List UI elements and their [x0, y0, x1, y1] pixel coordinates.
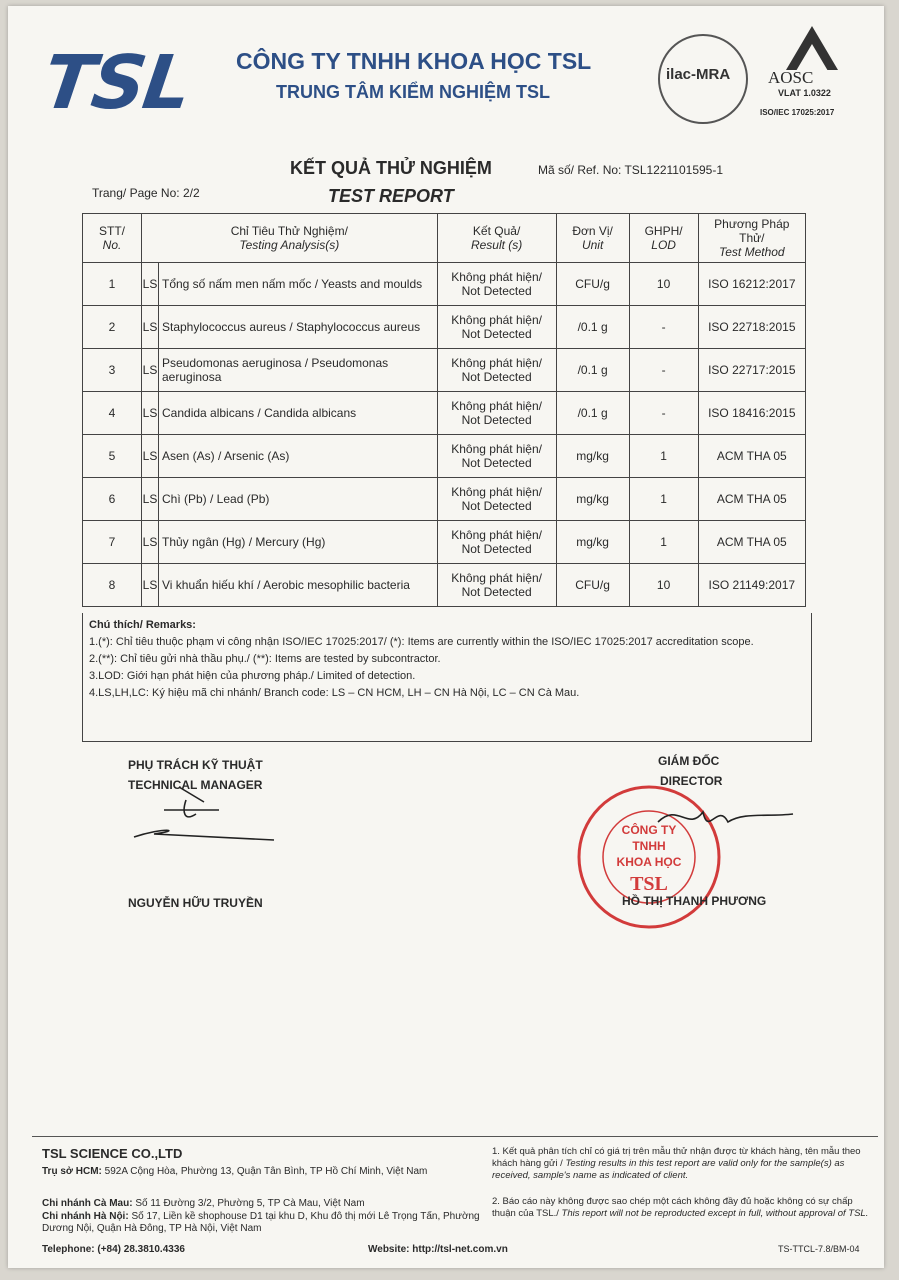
remark-2: 2.(**): Chỉ tiêu gửi nhà thầu phụ./ (**): Items are tested by subcontractor.	[89, 653, 441, 665]
footer-divider	[32, 1136, 878, 1137]
footer-website[interactable]: Website: http://tsl-net.com.vn	[368, 1244, 508, 1255]
company-name: CÔNG TY TNHH KHOA HỌC TSL	[236, 48, 592, 74]
director-title-en: DIRECTOR	[660, 774, 723, 788]
ilac-mra-text: ilac-MRA	[666, 66, 731, 83]
technical-manager-name: NGUYỄN HỮU TRUYỀN	[128, 896, 263, 910]
svg-text:KHOA HỌC: KHOA HỌC	[616, 855, 682, 869]
director-name: HỒ THỊ THANH PHƯƠNG	[622, 894, 767, 908]
table-row: 2 LS Staphylococcus aureus / Staphylococcus aureus Không phát hiện/ Not Detected /0.1 g - ISO 22718:2015	[83, 306, 806, 349]
technical-manager-signature-icon	[124, 782, 294, 852]
table-header-row	[83, 214, 806, 263]
svg-text:TNHH: TNHH	[632, 839, 666, 853]
document-sheet	[8, 6, 884, 1268]
header-method: Phương Pháp Thử/ Test Method	[698, 214, 805, 263]
iso-text: ISO/IEC 17025:2017	[760, 108, 835, 117]
table-row: 8 LS Vi khuẩn hiếu khí / Aerobic mesophilic bacteria Không phát hiện/ Not Detected CFU/g 10 ISO 21149:2017	[83, 564, 806, 607]
header-unit: Đơn Vị/ Unit	[556, 214, 629, 263]
director-signature-icon	[648, 792, 798, 842]
ref-number: Mã số/ Ref. No: TSL1221101595-1	[538, 163, 724, 177]
svg-text:TSL: TSL	[630, 873, 668, 895]
remark-4: 4.LS,LH,LC: Ký hiệu mã chi nhánh/ Branch code: LS – CN HCM, LH – CN Hà Nội, LC – CN Cà Mau.	[89, 687, 580, 699]
director-title-vi: GIÁM ĐỐC	[658, 754, 720, 768]
table-row: 5 LS Asen (As) / Arsenic (As) Không phát hiện/ Not Detected mg/kg 1 ACM THA 05	[83, 435, 806, 478]
center-name: TRUNG TÂM KIỂM NGHIỆM TSL	[276, 82, 550, 102]
technical-manager-title-en: TECHNICAL MANAGER	[128, 778, 263, 792]
footer-camau: Chi nhánh Cà Mau: Số 11 Đường 3/2, Phường 5, TP Cà Mau, Việt Nam	[42, 1198, 365, 1209]
remarks-box	[82, 613, 812, 742]
vlat-text: VLAT 1.0322	[778, 88, 831, 98]
header-analysis: Chỉ Tiêu Thử Nghiệm/ Testing Analysis(s)	[142, 214, 438, 263]
technical-manager-title-vi: PHỤ TRÁCH KỸ THUẬT	[128, 758, 263, 772]
remarks-title: Chú thích/ Remarks:	[89, 619, 196, 631]
header-result: Kết Quả/ Result (s)	[437, 214, 556, 263]
table-row: 4 LS Candida albicans / Candida albicans Không phát hiện/ Not Detected /0.1 g - ISO 18416:2015	[83, 392, 806, 435]
footer-company: TSL SCIENCE CO.,LTD	[42, 1146, 183, 1161]
report-title-vi: KẾT QUẢ THỬ NGHIỆM	[290, 158, 492, 178]
report-title-en: TEST REPORT	[328, 186, 454, 206]
table-row: 3 LS Pseudomonas aeruginosa / Pseudomonas aeruginosa Không phát hiện/ Not Detected /0.1 g - ISO 22717:2015	[83, 349, 806, 392]
table-row: 7 LS Thủy ngân (Hg) / Mercury (Hg) Không phát hiện/ Not Detected mg/kg 1 ACM THA 05	[83, 521, 806, 564]
footer-note-1: 1. Kết quả phân tích chỉ có giá trị trên mẫu thử nhận được từ khách hàng, tên mẫu theo khách hàng gửi / Testing results in this test report are valid only for the sample(s) as received, sample's name as indicated of client.	[492, 1146, 861, 1181]
remark-1: 1.(*): Chỉ tiêu thuộc phạm vi công nhận ISO/IEC 17025:2017/ (*): Items are currently within the ISO/IEC 17025:2017 accreditation scope.	[89, 636, 754, 648]
aosc-logo	[756, 26, 866, 121]
page-number: Trang/ Page No: 2/2	[92, 186, 200, 200]
aosc-text: AOSC	[768, 68, 814, 87]
table-row: 1 LS Tổng số nấm men nấm mốc / Yeasts and moulds Không phát hiện/ Not Detected CFU/g 10 ISO 16212:2017	[83, 263, 806, 306]
remark-3: 3.LOD: Giới hạn phát hiện của phương pháp./ Limited of detection.	[89, 670, 416, 682]
footer-note-2: 2. Báo cáo này không được sao chép một cách không đầy đủ hoặc không có sự chấp thuận của TSL./ This report will not be reproducted except in full, without approval of TSL.	[492, 1196, 869, 1219]
footer-hanoi: Chi nhánh Hà Nội: Số 17, Liền kề shophouse D1 tại khu D, Khu đô thị mới Lê Trọng Tấn, Phường Dương Nội, Quận Hà Đông, TP Hà Nội, Việt Nam	[42, 1211, 480, 1234]
tsl-logo: TSL	[37, 40, 195, 126]
svg-text:CÔNG TY: CÔNG TY	[621, 823, 677, 837]
footer-hq: Trụ sở HCM: 592A Cộng Hòa, Phường 13, Quận Tân Bình, TP Hồ Chí Minh, Việt Nam	[42, 1166, 428, 1177]
footer-telephone: Telephone: (+84) 28.3810.4336	[42, 1244, 185, 1255]
header-lod: GHPH/ LOD	[629, 214, 698, 263]
results-table	[82, 213, 806, 607]
form-code: TS-TTCL-7.8/BM-04	[778, 1244, 860, 1254]
ilac-mra-logo	[658, 34, 748, 124]
header-no: STT/ No.	[83, 214, 142, 263]
table-row: 6 LS Chì (Pb) / Lead (Pb) Không phát hiện/ Not Detected mg/kg 1 ACM THA 05	[83, 478, 806, 521]
